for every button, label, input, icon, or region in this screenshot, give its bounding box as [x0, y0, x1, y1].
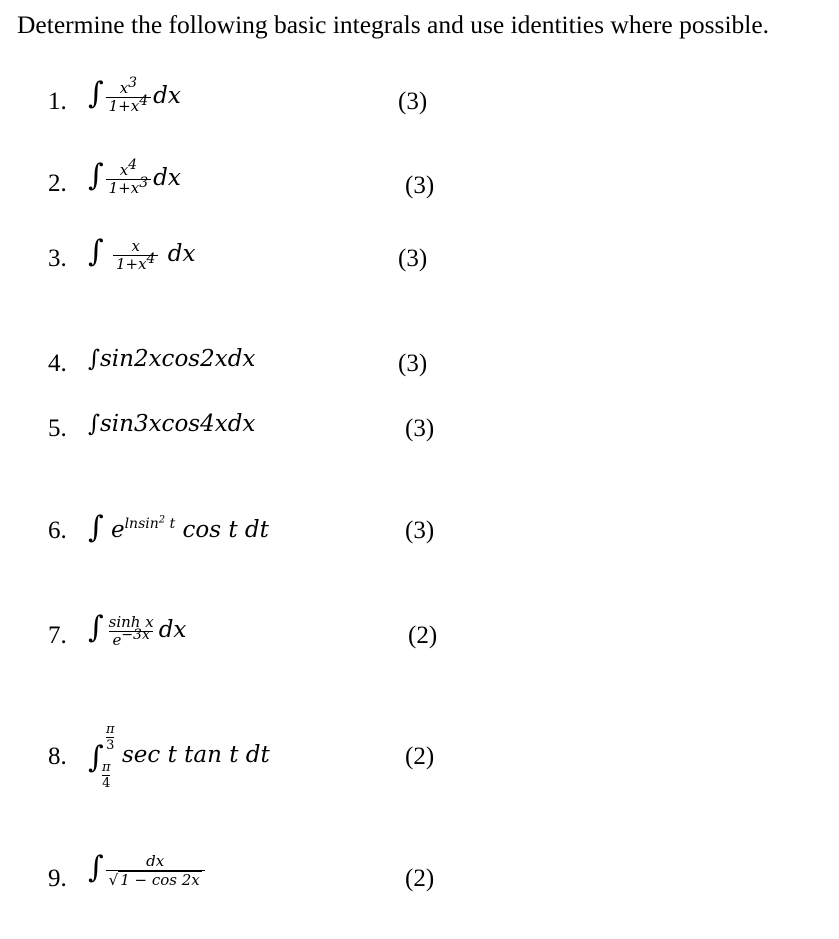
- question-number: 9.: [48, 865, 67, 892]
- question-marks: (2): [405, 865, 435, 892]
- question-3-expression: ∫ $\frac{x}{1+x4}$ dx: [88, 234, 196, 273]
- question-number: 8.: [48, 743, 67, 770]
- question-9-expression: ∫ $\frac{dx}{√ 1 - \cos 2x}$: [88, 850, 207, 889]
- question-number: 5.: [48, 415, 67, 442]
- question-number: 2.: [48, 170, 67, 197]
- question-marks: (3): [405, 517, 435, 544]
- question-marks: (2): [408, 622, 438, 649]
- question-number: 3.: [48, 245, 67, 272]
- question-5-expression: ∫sin3xcos4xdx: [88, 411, 256, 437]
- question-6-expression: ∫ $e^{lnsin^2 t}$ cos t dt: [88, 510, 269, 545]
- instructions: Determine the following basic integrals and use identities where possible.: [17, 10, 770, 39]
- question-1-expression: ∫ $\frac{x3}{1+x4}$ dx: [88, 74, 181, 115]
- question-marks: (3): [398, 88, 428, 115]
- question-marks: (2): [405, 743, 435, 770]
- question-marks: (3): [405, 415, 435, 442]
- question-4-expression: ∫sin2xcos2xdx: [88, 346, 256, 372]
- question-marks: (3): [398, 350, 428, 377]
- question-number: 6.: [48, 517, 67, 544]
- question-number: 4.: [48, 350, 67, 377]
- question-marks: (3): [405, 172, 435, 199]
- question-marks: (3): [398, 245, 428, 272]
- question-7-expression: ∫ $\frac{\text{sinh x}}{e-3x}$ dx: [88, 610, 187, 649]
- question-number: 7.: [48, 622, 67, 649]
- question-number: 1.: [48, 88, 67, 115]
- question-2-expression: ∫ $\frac{x4}{1+x3}$ dx: [88, 156, 181, 197]
